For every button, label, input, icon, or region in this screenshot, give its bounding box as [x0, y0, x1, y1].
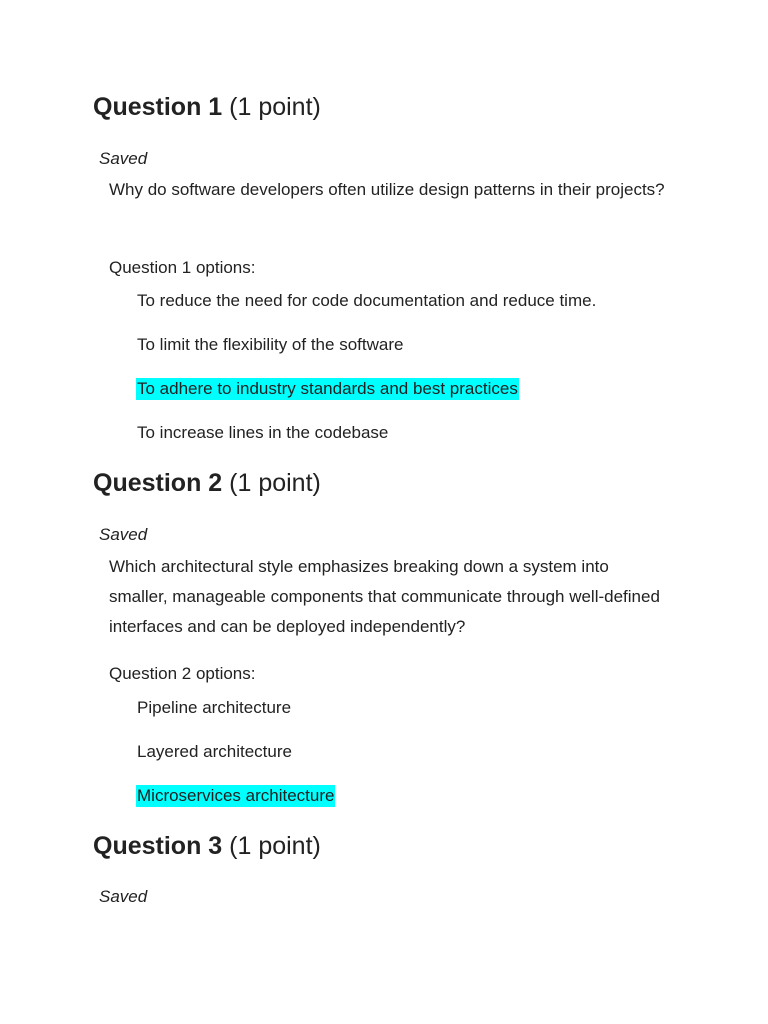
question-points: (1 point)	[229, 93, 321, 121]
question-heading	[93, 831, 321, 861]
question-points: (1 point)	[229, 469, 321, 497]
answer-option-selected[interactable]	[136, 785, 335, 829]
question-title: Question 2	[93, 469, 223, 497]
answer-option-label: To adhere to industry standards and best practices	[137, 379, 518, 398]
saved-status: Saved	[99, 525, 148, 544]
answer-option-label: To increase lines in the codebase	[137, 423, 389, 442]
answer-option-label: Microservices architecture	[137, 786, 335, 805]
answer-option[interactable]	[136, 741, 335, 785]
answer-option-label: To limit the flexibility of the software	[137, 335, 404, 354]
saved-status: Saved	[99, 887, 148, 906]
question-points: (1 point)	[229, 832, 321, 860]
question-heading	[93, 92, 321, 122]
question-heading	[93, 468, 321, 498]
answer-option[interactable]	[136, 697, 335, 741]
answer-option[interactable]	[136, 422, 597, 466]
answer-option[interactable]	[136, 334, 597, 378]
answer-option[interactable]	[136, 290, 597, 334]
options-label: Question 1 options:	[109, 258, 256, 277]
question-prompt: Why do software developers often utilize design patterns in their projects?	[109, 180, 665, 199]
answer-option-selected[interactable]	[136, 378, 597, 422]
option-list	[136, 290, 597, 466]
option-list	[136, 697, 335, 829]
answer-option-label: Pipeline architecture	[137, 698, 292, 717]
question-title: Question 3	[93, 832, 223, 860]
answer-option-label: Layered architecture	[137, 742, 292, 761]
question-prompt: Which architectural style emphasizes breaking down a system into smaller, manageable components that communicate through well-defined interfaces and can be deployed independently?	[109, 557, 660, 636]
answer-option-label: To reduce the need for code documentation and reduce time.	[137, 291, 597, 310]
options-label: Question 2 options:	[109, 664, 256, 683]
question-title: Question 1	[93, 93, 223, 121]
saved-status: Saved	[99, 149, 148, 168]
